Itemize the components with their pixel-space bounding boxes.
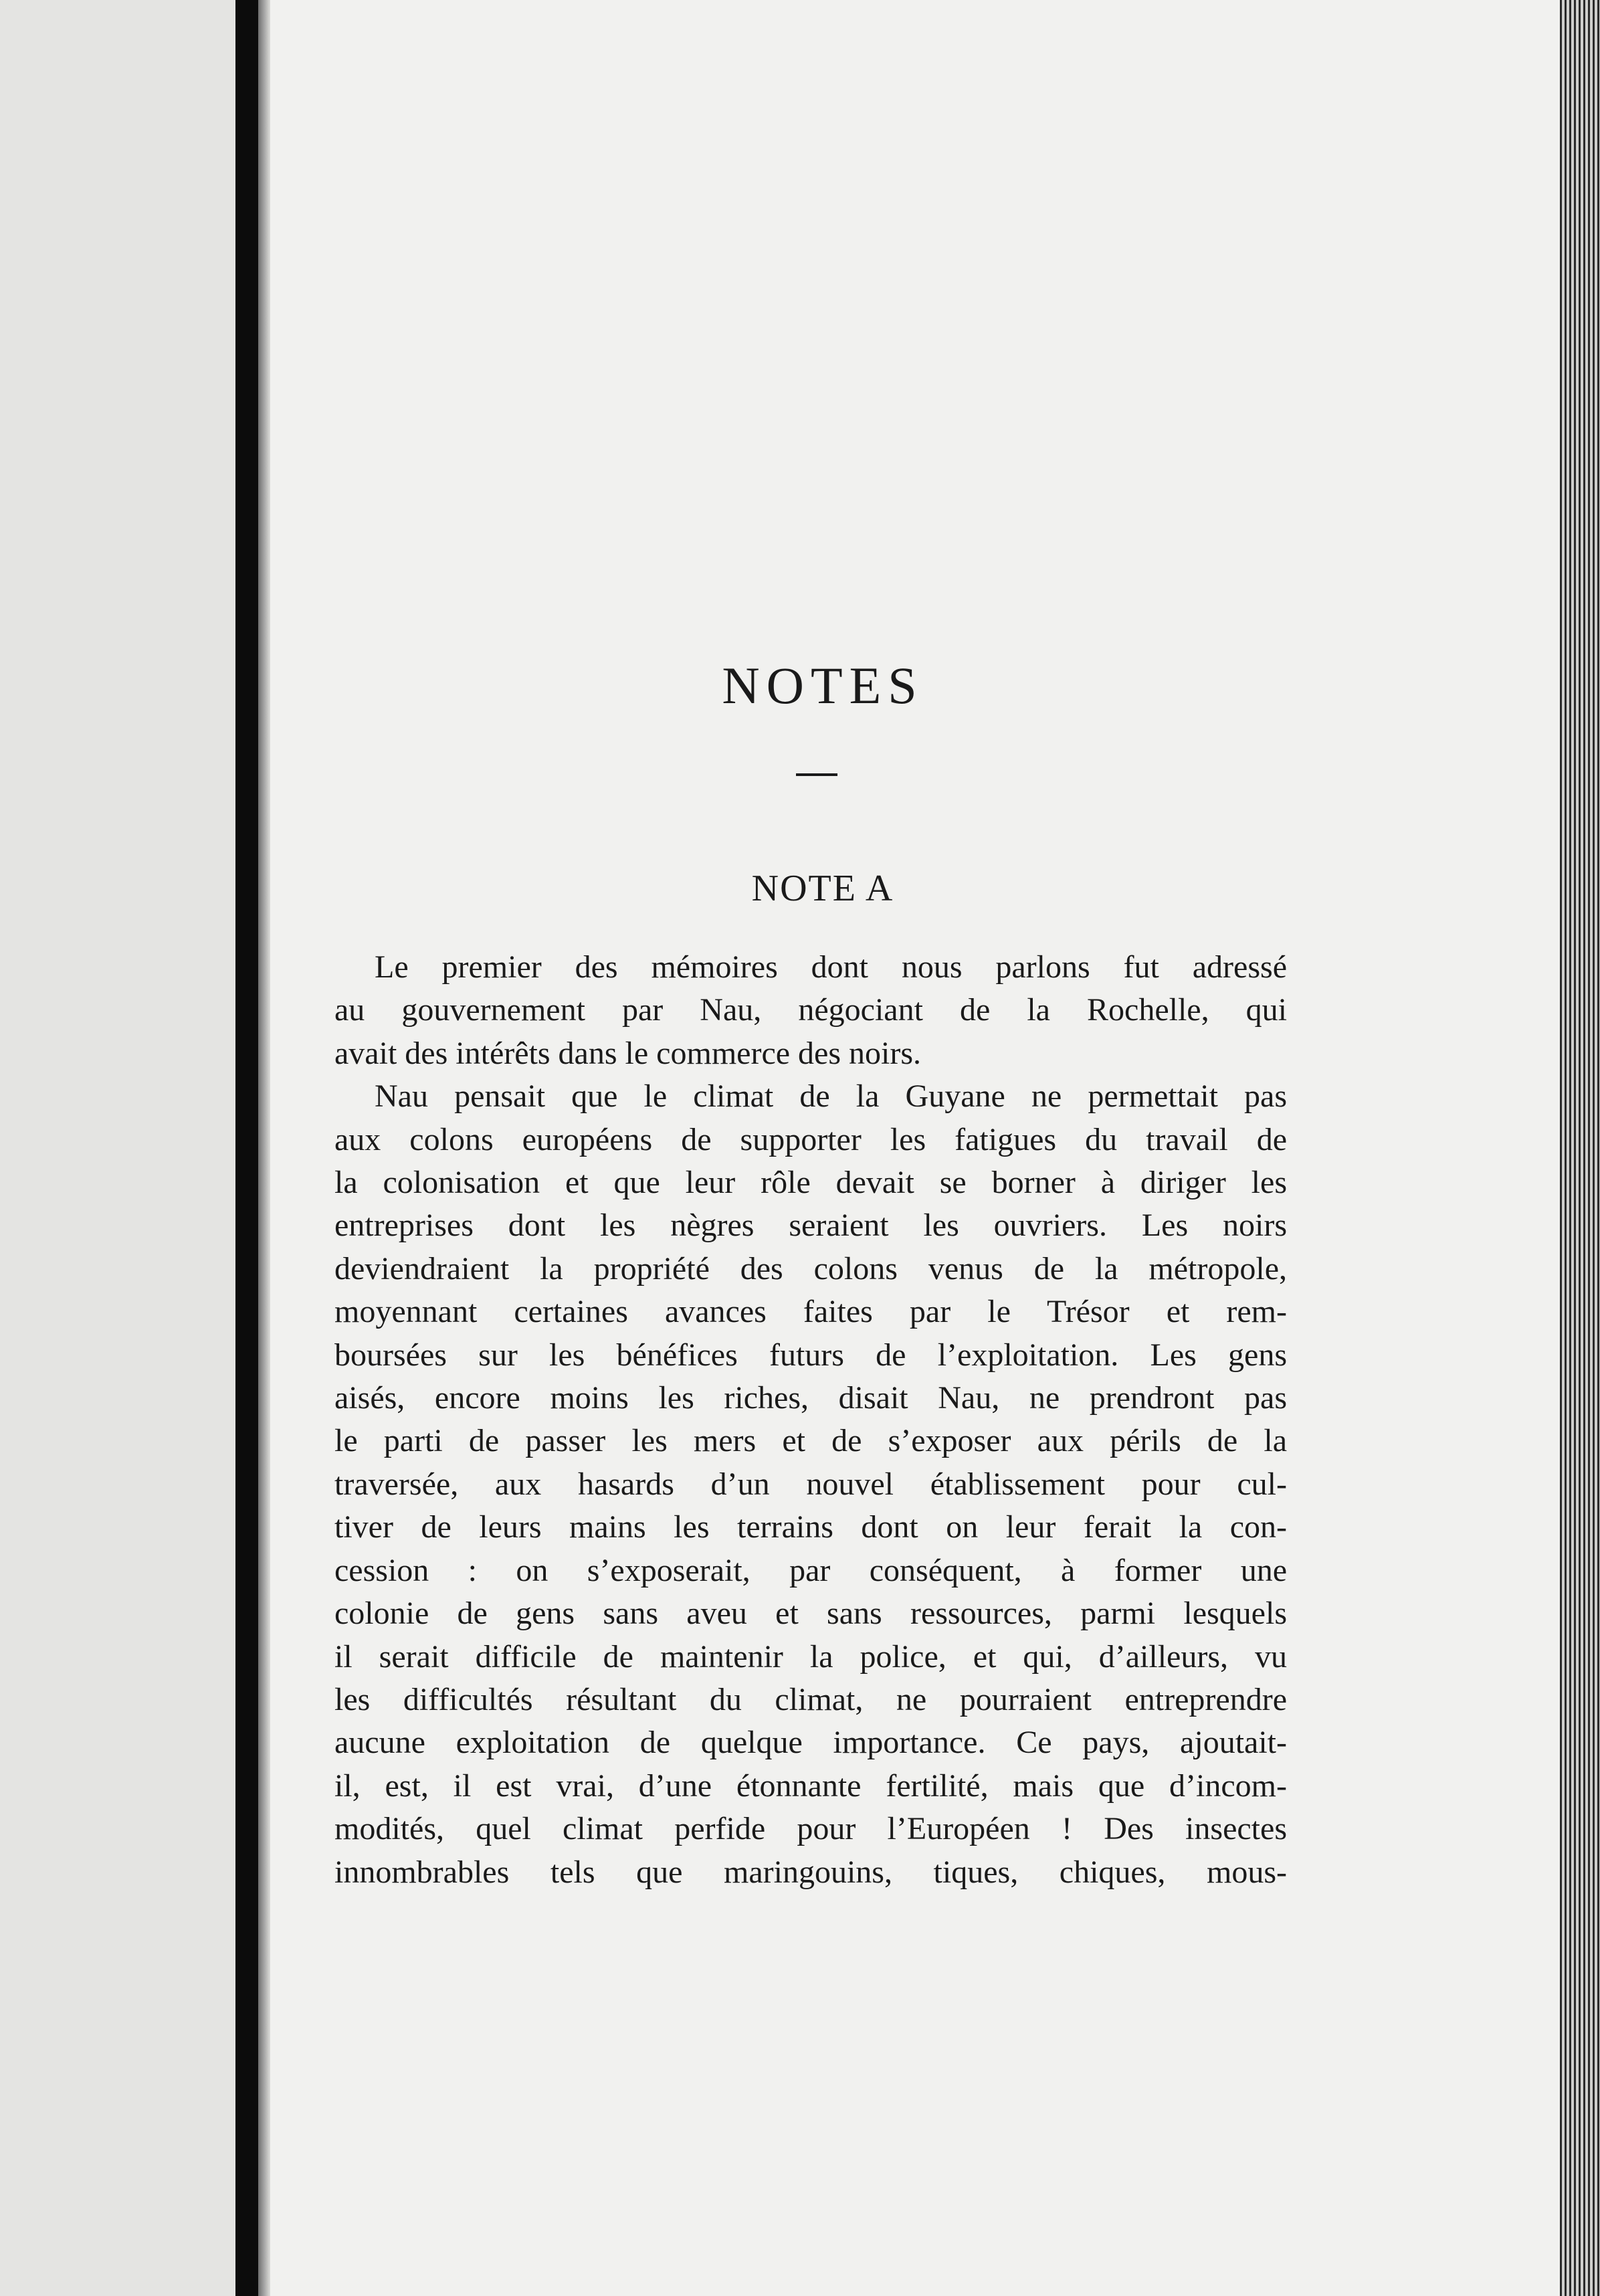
text-line: cession : on s’exposerait, par conséquent, à former une xyxy=(334,1552,1287,1588)
binding-shadow xyxy=(258,0,270,2296)
text-line: la colonisation et que leur rôle devait se borner à diriger les xyxy=(334,1165,1287,1201)
text-line: tiver de leurs mains les terrains dont on leur ferait la con- xyxy=(334,1509,1287,1545)
text-line: Le premier des mémoires dont nous parlons fut adressé xyxy=(375,949,1287,985)
title-rule xyxy=(796,773,837,776)
text-line: modités, quel climat perfide pour l’Européen ! Des insectes xyxy=(334,1811,1287,1847)
book-binding xyxy=(235,0,258,2296)
text-line: il serait difficile de maintenir la police, et qui, d’ailleurs, vu xyxy=(334,1638,1287,1675)
text-line: deviendraient la propriété des colons venus de la métropole, xyxy=(334,1250,1287,1286)
facing-page-margin xyxy=(0,0,235,2296)
text-line: moyennant certaines avances faites par le Trésor et rem- xyxy=(334,1294,1287,1330)
text-line: avait des intérêts dans le commerce des noirs. xyxy=(334,1035,922,1071)
text-line: aucune exploitation de quelque importance. Ce pays, ajoutait- xyxy=(334,1725,1287,1761)
text-line: le parti de passer les mers et de s’exposer aux périls de la xyxy=(334,1423,1287,1459)
text-line: traversée, aux hasards d’un nouvel établissement pour cul- xyxy=(334,1466,1287,1502)
page-edges xyxy=(1560,0,1600,2296)
page-title: NOTES xyxy=(722,656,924,714)
text-line: boursées sur les bénéfices futurs de l’exploitation. Les gens xyxy=(334,1337,1287,1373)
text-line: entreprises dont les nègres seraient les ouvriers. Les noirs xyxy=(334,1208,1287,1244)
text-line: les difficultés résultant du climat, ne pourraient entreprendre xyxy=(334,1681,1287,1717)
text-line: aisés, encore moins les riches, disait Nau, ne prendront pas xyxy=(334,1380,1287,1416)
text-line: colonie de gens sans aveu et sans ressources, parmi lesquels xyxy=(334,1596,1287,1632)
body-text xyxy=(334,946,1287,1894)
text-line: aux colons européens de supporter les fatigues du travail de xyxy=(334,1121,1287,1157)
text-line: Nau pensait que le climat de la Guyane ne permettait pas xyxy=(375,1078,1287,1115)
note-heading: NOTE A xyxy=(751,868,894,909)
text-line: il, est, il est vrai, d’une étonnante fertilité, mais que d’incom- xyxy=(334,1767,1287,1804)
text-line: innombrables tels que maringouins, tiques, chiques, mous- xyxy=(334,1854,1287,1890)
text-line: au gouvernement par Nau, négociant de la Rochelle, qui xyxy=(334,992,1287,1028)
